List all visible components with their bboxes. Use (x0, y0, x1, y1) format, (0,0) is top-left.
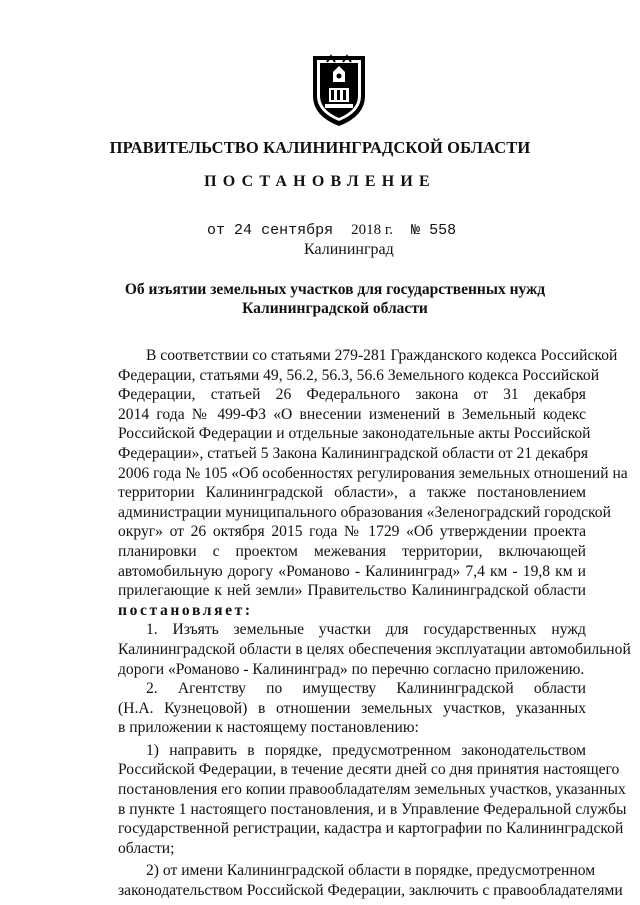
clause-2-2-line: 2) от имени Калининградской области в порядке, предусмотренном (146, 862, 596, 880)
clause-2-1-line: 1) направить в порядке, предусмотренном законодательством (146, 741, 586, 759)
date-prefix: от (207, 222, 226, 239)
clause-2-line: в приложении к настоящему постановлению: (118, 719, 419, 737)
date-month: сентября (261, 222, 334, 239)
body-line: прилегающие к ней земли» Правительство Калининградской области (118, 582, 586, 600)
body-line: территории Калининградской области», а также постановлением (118, 484, 586, 502)
body-line: автомобильную дорогу «Романово - Калининград» 7,4 км - 19,8 км и (118, 562, 586, 580)
body-line: Федерации, статьями 49, 56.2, 56.3, 56.6 Земельного кодекса Российской (118, 366, 600, 384)
date-year: 2018 г. (351, 222, 394, 238)
date-day: 24 (234, 222, 253, 239)
document-type: ПОСТАНОВЛЕНИЕ (204, 173, 436, 190)
clause-1-line: Калининградской области в целях обеспечения эксплуатации автомобильной (118, 640, 631, 658)
body-line: планировки с проектом межевания территории, включающей (118, 542, 586, 560)
kaliningrad-coat-of-arms-icon (307, 52, 371, 128)
clause-2-1-line: области; (118, 839, 175, 857)
subject-line-2: Калининградской области (242, 300, 428, 317)
clause-2-2-line: законодательством Российской Федерации, заключить с правообладателями (118, 882, 623, 900)
clause-2-1-line: в пункте 1 настоящего постановления, и в Управление Федеральной службы (118, 800, 627, 818)
body-line: 2006 года № 105 «Об особенностях регулирования земельных отношений на (118, 464, 628, 482)
date-line (207, 222, 456, 239)
body-line: В соответствии со статьями 279-281 Гражданского кодекса Российской (146, 347, 618, 364)
city: Калининград (304, 241, 394, 258)
government-title: ПРАВИТЕЛЬСТВО КАЛИНИНГРАДСКОЙ ОБЛАСТИ (109, 138, 531, 157)
resolves-keyword: постановляет: (118, 601, 253, 619)
clause-1-line: 1. Изъять земельные участки для государственных нужд (146, 621, 586, 639)
clause-2-line: (Н.А. Кузнецовой) в отношении земельных участков, указанных (118, 699, 586, 717)
document-number: 558 (429, 222, 457, 239)
subject-line-1: Об изъятии земельных участков для государственных нужд (124, 281, 546, 298)
clause-2-1-line: государственной регистрации, кадастра и картографии по Калининградской (118, 820, 624, 838)
document-body (118, 346, 631, 901)
clause-2-line: 2. Агентству по имуществу Калининградской области (146, 680, 586, 698)
document-subject (100, 280, 570, 318)
body-line: администрации муниципального образования «Зеленоградский городской (118, 503, 611, 521)
body-line: Федерации», статьей 5 Закона Калининградской области от 21 декабря (118, 444, 588, 462)
clause-2-1-line: Российской Федерации, в течение десяти дней со дня принятия настоящего (118, 761, 620, 779)
clause-2-1-line: постановления его копии правообладателям земельных участков, указанных (118, 781, 626, 799)
body-line: Российской Федерации и отдельные законодательные акты Российской (118, 425, 591, 443)
clause-1-line: дороги «Романово - Калининград» по перечню согласно приложению. (118, 660, 585, 678)
body-line: округ» от 26 октября 2015 года № 1729 «Об утверждении проекта (118, 523, 586, 541)
body-line: Федерации, статьей 26 Федерального закона от 31 декабря (118, 386, 586, 404)
number-sign: № (411, 222, 421, 239)
body-line: 2014 года № 499-ФЗ «О внесении изменений в Земельный кодекс (118, 405, 586, 423)
